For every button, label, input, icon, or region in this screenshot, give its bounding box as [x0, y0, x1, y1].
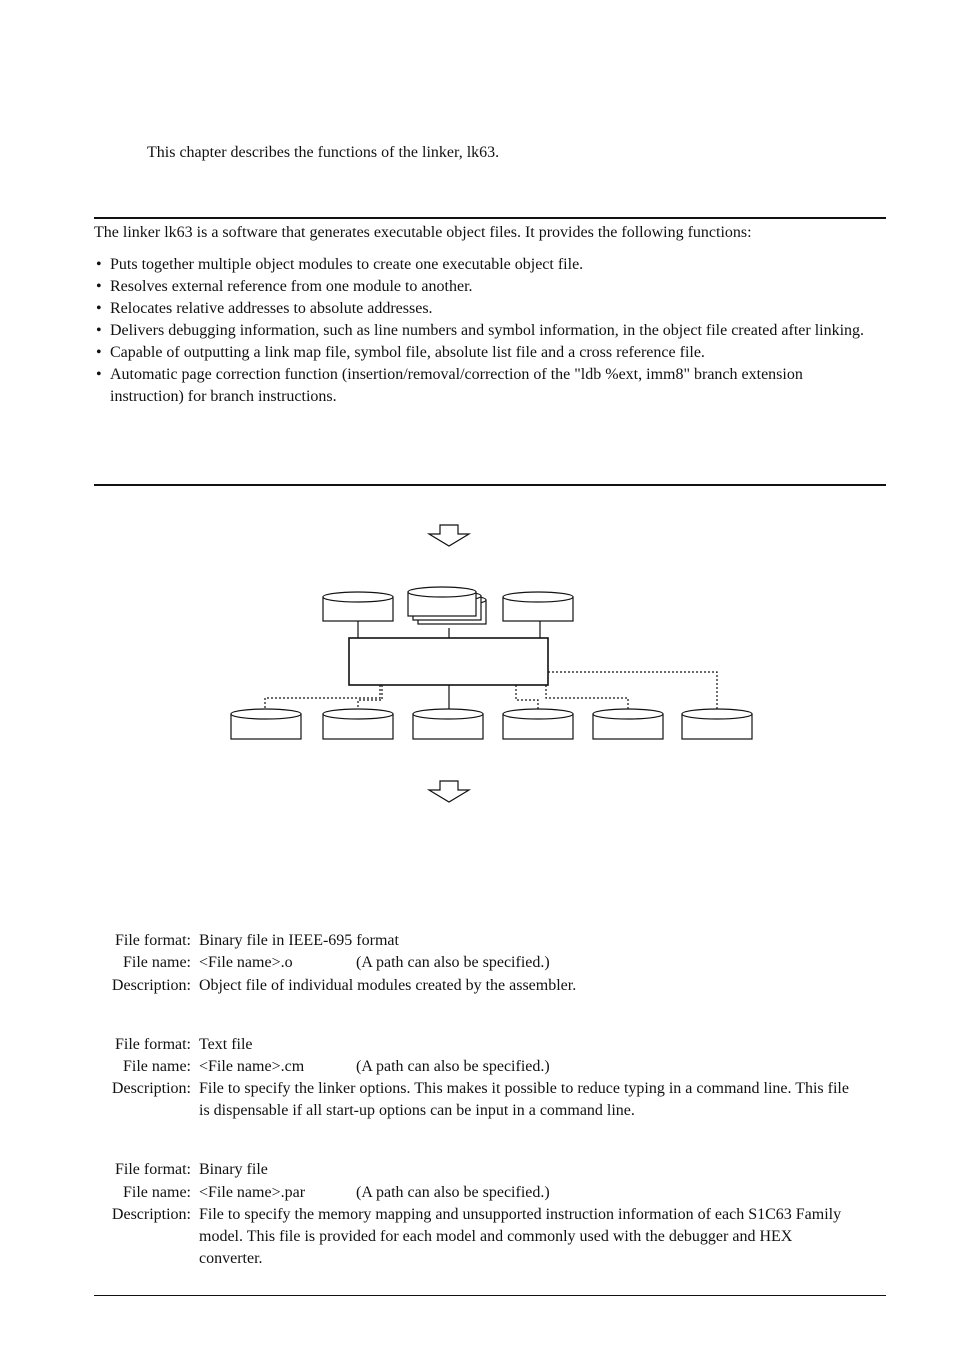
- file-name-value: <File name>.cm: [199, 1058, 305, 1075]
- list-item: • Automatic page correction function (insertion/removal/correction of the "ldb %ext, imm8" branch extension instruction) for branch instructions.: [94, 364, 874, 408]
- file-name-label: File name:: [123, 1184, 191, 1201]
- description-value: File to specify the memory mapping and unsupported instruction information of each S1C63 Family model. This file is provided for each model and commonly used with the debugger and HEX converter.: [199, 1206, 842, 1267]
- file-format-value: Binary file: [199, 1161, 268, 1178]
- path-note: (A path can also be specified.): [356, 954, 550, 971]
- object-file-stack: [408, 587, 486, 624]
- functions-lead: The linker lk63 is a software that generates executable object files. It provides the following functions:: [94, 224, 752, 241]
- input-file-cylinder: [323, 592, 393, 621]
- output-file-cylinder: [593, 709, 663, 739]
- output-file-cylinder: [323, 709, 393, 739]
- path-note: (A path can also be specified.): [356, 1058, 550, 1075]
- path-note: (A path can also be specified.): [356, 1184, 550, 1201]
- description-label: Description:: [111, 1080, 191, 1097]
- file-name-value: <File name>.par: [199, 1184, 306, 1201]
- file-format-value: Text file: [199, 1036, 253, 1053]
- file-format-label: File format:: [115, 1161, 191, 1178]
- list-item: • Relocates relative addresses to absolute addresses.: [94, 298, 874, 320]
- description-label: Description:: [111, 1206, 191, 1223]
- output-file-cylinder: [231, 709, 301, 739]
- flow-arrow-down-icon: [429, 781, 469, 802]
- output-file-cylinder: [503, 709, 573, 739]
- list-item: • Delivers debugging information, such as line numbers and symbol information, in the object file created after linking.: [94, 320, 874, 342]
- section-rule-functions: [94, 217, 886, 219]
- description-value: Object file of individual modules created by the assembler.: [199, 977, 577, 994]
- description-label: Description:: [111, 977, 191, 994]
- file-name-label: File name:: [123, 954, 191, 971]
- file-format-label: File format:: [115, 932, 191, 949]
- file-format-value: Binary file in IEEE-695 format: [199, 932, 399, 949]
- input-file-cylinder: [503, 592, 573, 621]
- file-format-label: File format:: [115, 1036, 191, 1053]
- list-item: • Resolves external reference from one module to another.: [94, 276, 874, 298]
- linker-box: [349, 638, 548, 685]
- description-value: File to specify the linker options. This makes it possible to reduce typing in a command line. This file is dispensable if all start-up options can be input in a command line.: [199, 1080, 849, 1119]
- section-rule-flow: [94, 484, 886, 486]
- list-item: • Capable of outputting a link map file, symbol file, absolute list file and a cross reference file.: [94, 342, 874, 364]
- file-name-label: File name:: [123, 1058, 191, 1075]
- output-file-cylinder: [413, 709, 483, 739]
- file-name-value: <File name>.o: [199, 954, 293, 971]
- functions-list: [94, 254, 874, 408]
- list-item: • Puts together multiple object modules to create one executable object file.: [94, 254, 874, 276]
- chapter-intro: This chapter describes the functions of the linker, lk63.: [147, 144, 500, 161]
- flow-arrow-down-icon: [429, 525, 469, 546]
- output-file-cylinder: [682, 709, 752, 739]
- footer-rule: [94, 1295, 886, 1296]
